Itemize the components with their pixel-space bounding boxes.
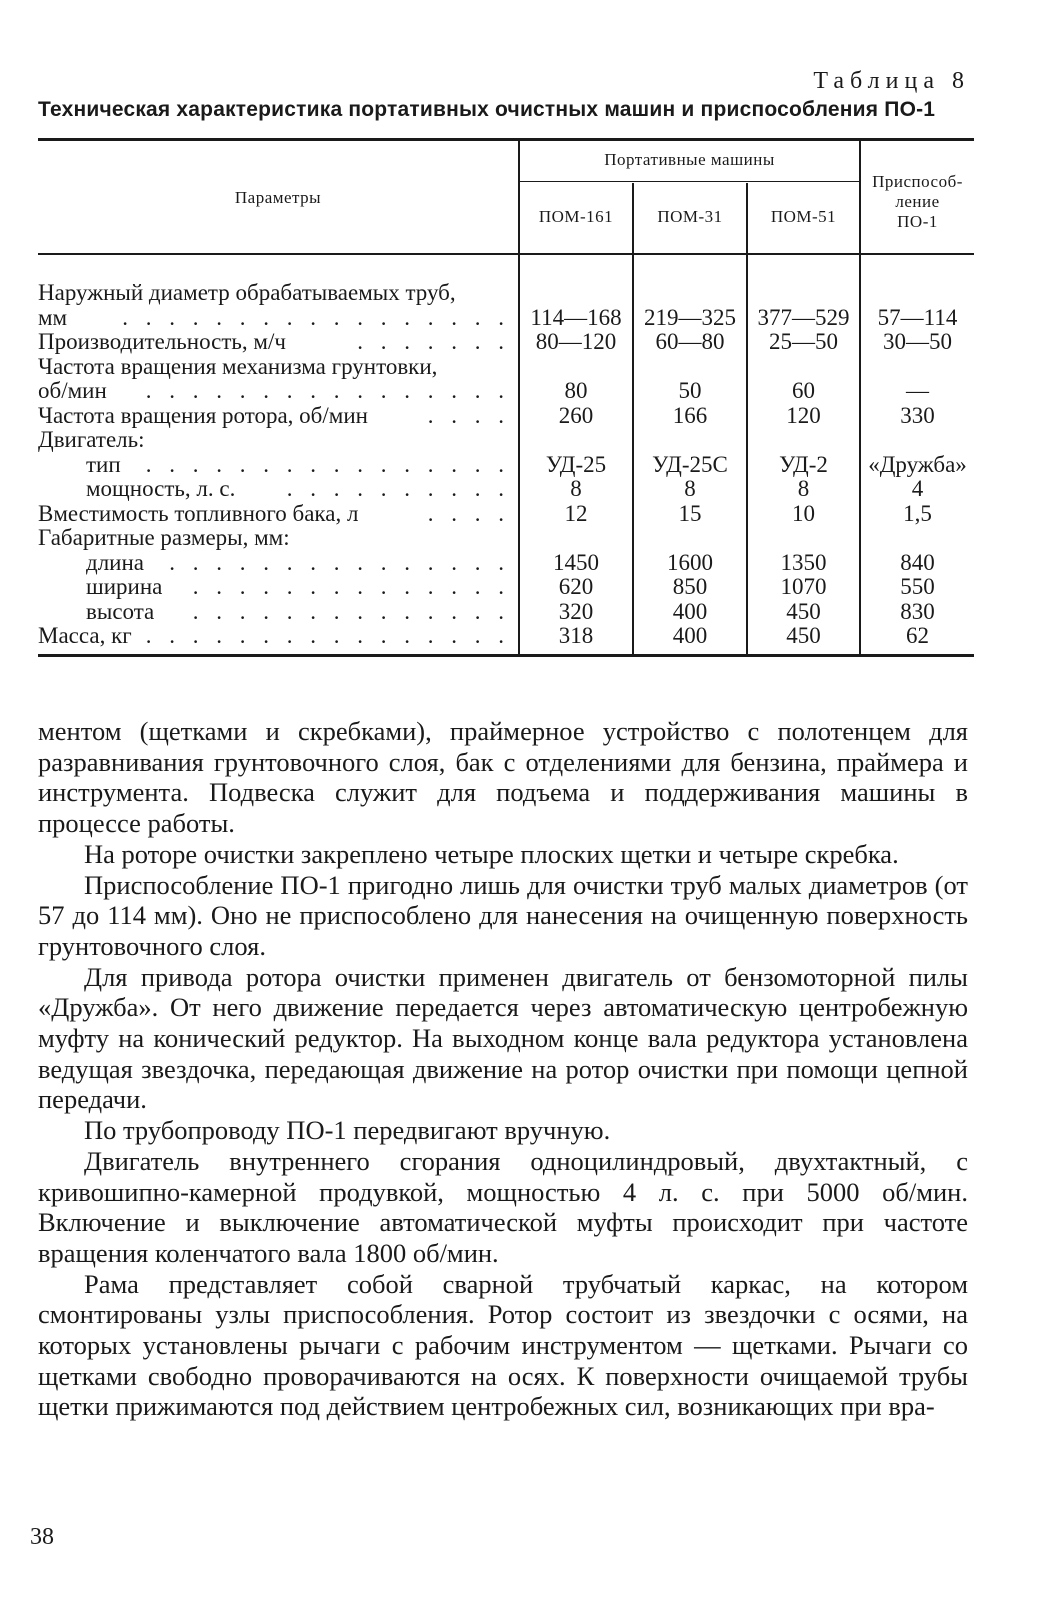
table-cell: 450 — [786, 599, 821, 624]
table-cell: 620 — [558, 574, 594, 599]
paragraph: Для привода ротора очистки применен двигатель от бензомоторной пилы «Дружба». От него движение передается через автоматическую центробежную муфту на конический редуктор. На выходном конце вала редуктора установлена ведущая звездочка, передающая движение на ротор очистки при помощи цепной передачи. — [38, 961, 968, 1115]
paragraph: Рама представляет собой сварной трубчатый каркас, на котором смонтированы узлы приспособления. Ротор состоит из звездочки с осями, на которых установлены рычаги с рабочим инструментом — щетками. Рычаги со щетками свободно проворачиваются на осях. К поверхности очищаемой трубы щетки прижимаются под действием центробежных сил, возникающих при вра- — [38, 1268, 968, 1422]
table-row — [38, 501, 510, 526]
row-leader-dots: . . . . — [427, 501, 510, 526]
row-label: тип — [86, 452, 121, 477]
table-cell: 840 — [900, 550, 935, 575]
table-row — [38, 574, 510, 599]
row-label: Габаритные размеры, мм: — [38, 525, 290, 550]
row-leader-dots: . . . . . . . . . . . . . . . . — [145, 623, 510, 648]
table-cell: 12 — [564, 501, 588, 526]
table-cell: 60 — [792, 378, 815, 403]
table-cell: 400 — [672, 623, 708, 648]
header-col4 — [861, 172, 974, 232]
table-cell: — — [906, 378, 929, 403]
table-row — [38, 305, 510, 330]
table-cell: 4 — [911, 476, 924, 501]
table-row — [38, 280, 510, 305]
table-cell: 10 — [792, 501, 815, 526]
table-title: Техническая характеристика портативных очистных машин и приспособления ПО-1 — [38, 98, 936, 121]
header-group-portable: Портативные машины — [604, 150, 775, 169]
table-cell: 8 — [797, 476, 810, 501]
table-cell: 400 — [672, 599, 708, 624]
row-label: Наружный диаметр обрабатываемых труб, — [38, 280, 456, 305]
table-cell: 25—50 — [769, 329, 838, 354]
row-leader-dots: . . . . . . . . . . — [286, 476, 510, 501]
table-cell: 80 — [564, 378, 588, 403]
header-col4-line2: ление — [895, 192, 940, 211]
table-cell: 330 — [900, 403, 935, 428]
table-cell: 8 — [684, 476, 696, 501]
row-leader-dots: . . . . . . . . . . . . . . . . — [145, 378, 510, 403]
row-leader-dots: . . . . . . . . . . . . . . . . . — [122, 305, 510, 330]
table-top-rule — [38, 138, 974, 141]
table-cell: 1350 — [780, 550, 827, 575]
row-leader-dots: . . . . . . . . . . . . . . — [192, 599, 510, 624]
header-params: Параметры — [234, 188, 322, 207]
paragraph: Приспособление ПО-1 пригодно лишь для очистки труб малых диаметров (от 57 до 114 мм). Оно не приспособлено для нанесения на очищенную поверхность грунтовочного слоя. — [38, 869, 968, 961]
row-label: Масса, кг — [38, 623, 132, 648]
table-cell: 30—50 — [883, 329, 952, 354]
table-cell: «Дружба» — [868, 452, 967, 477]
paragraph: ментом (щетками и скребками), праймерное устройство с полотенцем для разравнивания грунтовочного слоя, бак с отделениями для бензина, праймера и инструмента. Подвеска служит для подъема и поддерживания машины в процессе работы. — [38, 716, 968, 839]
table-row — [38, 329, 510, 354]
header-col1: ПОМ-161 — [538, 207, 614, 226]
row-label: Вместимость топливного бака, л — [38, 501, 359, 526]
table-cell: 830 — [900, 599, 935, 624]
row-label: мм — [38, 305, 68, 330]
table-row — [38, 452, 510, 477]
paragraph: По трубопроводу ПО-1 передвигают вручную. — [84, 1115, 611, 1146]
table-cell: 550 — [900, 574, 935, 599]
group-header-rule — [520, 181, 859, 182]
table-row — [38, 599, 510, 624]
table-cell: 377—529 — [757, 305, 850, 330]
table-cell: 1600 — [667, 550, 713, 575]
table-cell: 318 — [558, 623, 594, 648]
table-cell: 1450 — [553, 550, 599, 575]
header-col2: ПОМ-31 — [657, 207, 723, 226]
row-label: об/мин — [38, 378, 107, 403]
table-cell: УД-25С — [652, 452, 728, 477]
row-leader-dots: . . . . . . . — [357, 329, 510, 354]
header-col4-line3: ПО-1 — [897, 212, 938, 231]
table-cell: УД-2 — [779, 452, 828, 477]
body-text — [38, 716, 968, 1422]
table-row — [38, 525, 510, 550]
paragraph: На роторе очистки закреплено четыре плоских щетки и четыре скребка. — [84, 838, 899, 869]
page-number: 38 — [30, 1524, 54, 1550]
table-row — [38, 354, 510, 379]
row-label: длина — [86, 550, 145, 575]
header-col3: ПОМ-51 — [770, 207, 837, 226]
row-label: Производительность, м/ч — [38, 329, 286, 354]
table-cell: 15 — [678, 501, 702, 526]
row-label: ширина — [86, 574, 163, 599]
table-cell: 62 — [906, 623, 929, 648]
row-label: Двигатель: — [38, 427, 145, 452]
row-label: мощность, л. с. — [86, 476, 236, 501]
table-cell: 57—114 — [877, 305, 958, 330]
table-row — [38, 378, 510, 403]
table-row — [38, 403, 510, 428]
table-cell: 260 — [558, 403, 594, 428]
row-label: Частота вращения ротора, об/мин — [38, 403, 368, 428]
table-header-rule — [38, 253, 974, 255]
table-cell: 1070 — [780, 574, 827, 599]
table-cell: 1,5 — [903, 501, 932, 526]
paragraph: Двигатель внутреннего сгорания одноцилиндровый, двухтактный, с кривошипно-камерной продувкой, мощностью 4 л. с. при 5000 об/мин. Включение и выключение автоматической муфты происходит при частоте вращения коленчатого вала 1800 об/мин. — [38, 1145, 968, 1268]
table-cell: 219—325 — [644, 305, 736, 330]
table-cell: 320 — [558, 599, 594, 624]
header-col4-line1: Приспособ- — [872, 172, 963, 191]
table-cell: 120 — [786, 403, 821, 428]
table-cell: 50 — [678, 378, 702, 403]
row-leader-dots: . . . . . . . . . . . . . . — [192, 574, 510, 599]
table-cell: 8 — [570, 476, 582, 501]
table-cell: 166 — [672, 403, 708, 428]
row-leader-dots: . . . . . . . . . . . . . . . — [169, 550, 510, 575]
table-cell: 450 — [786, 623, 821, 648]
table-row — [38, 427, 510, 452]
row-label: высота — [86, 599, 155, 624]
table-cell: 114—168 — [530, 305, 622, 330]
table-cell: 80—120 — [535, 329, 617, 354]
table-bottom-rule — [38, 654, 974, 657]
table-row — [38, 623, 510, 648]
row-label: Частота вращения механизма грунтовки, — [38, 354, 438, 379]
table-cell: 850 — [672, 574, 708, 599]
row-leader-dots: . . . . . . . . . . . . . . . . — [145, 452, 510, 477]
table-cell: УД-25 — [545, 452, 607, 477]
row-leader-dots: . . . . — [427, 403, 510, 428]
table-cell: 60—80 — [655, 329, 725, 354]
table-row — [38, 476, 510, 501]
table-number: Таблица 8 — [813, 68, 970, 94]
table-row — [38, 550, 510, 575]
